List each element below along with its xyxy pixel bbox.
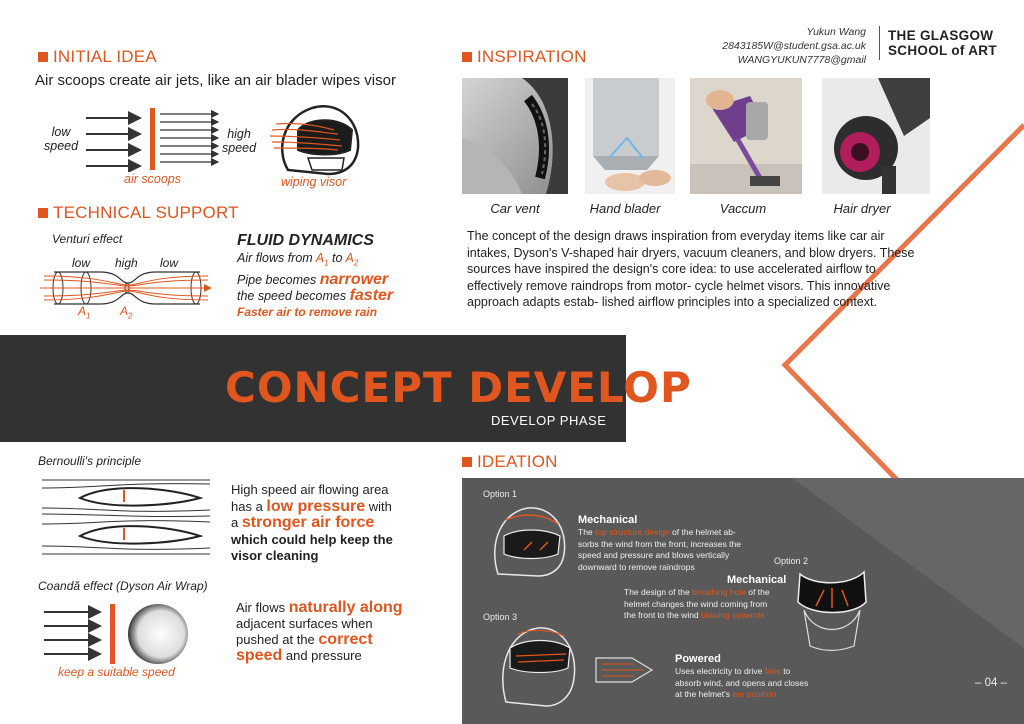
caption-car-vent: Car vent xyxy=(490,201,540,216)
initial-idea-title: INITIAL IDEA xyxy=(38,47,157,67)
option-3-text: Uses electricity to drive fans to absorb wind, and opens and closes at the helmet's ear position xyxy=(675,666,809,699)
author-name: Yukun Wang xyxy=(806,26,866,38)
coanda-title: Coandă effect (Dyson Air Wrap) xyxy=(38,579,208,593)
vaccum-image xyxy=(690,78,802,194)
author-email: 2843185W@student.gsa.ac.uk xyxy=(722,40,866,52)
venturi-low-right: low xyxy=(160,256,179,270)
option-1-text: The top structure design of the helmet ab- sorbs the wind from the front, increases the speed and pressure and blows vertically downward to remove raindrops xyxy=(578,527,741,572)
option-3-label: Option 3 xyxy=(483,612,518,622)
option-1-label: Option 1 xyxy=(483,489,518,499)
coanda-caption: keep a suitable speed xyxy=(58,665,175,679)
bullet-square-icon xyxy=(462,52,472,62)
banner-subtitle: DEVELOP PHASE xyxy=(491,413,607,428)
bernoulli-title: Bernoulli's principle xyxy=(38,454,142,468)
low-speed-label: low speed xyxy=(44,125,79,153)
venturi-label: Venturi effect xyxy=(52,232,123,246)
technical-support-title: TECHNICAL SUPPORT xyxy=(38,203,239,223)
coanda-text: Air flows naturally along adjacent surfaces when pushed at the correct speed and pressure xyxy=(236,599,403,664)
fluid-dynamics-text: Air flows from $A_1$ to $A_2$ Pipe becomes narrower the speed becomes faster Faster air to remove rain xyxy=(237,251,394,319)
bernoulli-airfoil-diagram xyxy=(40,474,212,558)
bullet-square-icon xyxy=(38,208,48,218)
author-block xyxy=(722,25,866,67)
initial-idea-subtitle: Air scoops create air jets, like an air blader wipes visor xyxy=(35,72,396,89)
wiping-visor-label: wiping visor xyxy=(281,175,347,189)
option-2-heading: Mechanical xyxy=(727,574,787,586)
option-3-helmet-sketch xyxy=(496,622,578,712)
option-1-helmet-sketch xyxy=(488,502,568,582)
caption-hair-dryer: Hair dryer xyxy=(833,201,891,216)
venturi-tube-diagram xyxy=(40,268,212,308)
helmet-wiping-icon xyxy=(268,100,364,178)
venturi-low-left: low xyxy=(72,256,91,270)
option-3-heading: Powered xyxy=(675,653,721,665)
venturi-a2: $A_2$ xyxy=(120,304,133,321)
option-2-label: Option 2 xyxy=(774,556,809,566)
page-number: – 04 – xyxy=(975,677,1007,689)
bullet-square-icon xyxy=(462,457,472,467)
bullet-square-icon xyxy=(38,52,48,62)
fluid-dynamics-title: FLUID DYNAMICS xyxy=(237,232,374,249)
high-speed-label: high speed xyxy=(222,127,257,155)
option-1-heading: Mechanical xyxy=(578,514,638,526)
coanda-diagram xyxy=(40,600,200,668)
author-id: WANGYUKUN7778@gmail xyxy=(737,54,866,66)
option-2-helmet-sketch xyxy=(794,566,870,652)
hand-blader-image xyxy=(585,78,675,194)
ideation-title: IDEATION xyxy=(462,452,558,472)
caption-hand-blader: Hand blader xyxy=(589,201,661,216)
option-2-text: The design of the breathing hole of the helmet changes the wind coming from the front to the wind blowing upwards xyxy=(624,587,770,620)
hair-dryer-image xyxy=(822,78,930,194)
option-3-fan-detail-sketch xyxy=(592,650,662,690)
air-scoops-label: air scoops xyxy=(124,172,181,186)
air-scoop-diagram xyxy=(84,106,224,172)
car-vent-image xyxy=(462,78,568,194)
inspiration-title: INSPIRATION xyxy=(462,47,587,67)
venturi-high: high xyxy=(115,256,138,270)
caption-vaccum: Vaccum xyxy=(719,201,767,216)
header-divider xyxy=(879,26,880,60)
banner-title: CONCEPT DEVELOP xyxy=(225,363,692,412)
bernoulli-text: High speed air flowing area has a low pressure with a stronger air force which could help keep the visor cleaning xyxy=(231,482,393,563)
school-logo: THE GLASGOW SCHOOL of ART xyxy=(888,28,997,58)
venturi-a1: $A_1$ xyxy=(78,304,91,321)
inspiration-paragraph: The concept of the design draws inspiration from everyday items like car air intakes, Dyson's V-shaped hair dryers, vacuum cleaners, and blow dryers. These sources have inspired the design's core idea: to use accelerated airflow to effectively remove raindrops from motor- cycle helmet visors. This innovative approach adapts estab- lished airflow principles into a specialized context. xyxy=(467,229,915,310)
